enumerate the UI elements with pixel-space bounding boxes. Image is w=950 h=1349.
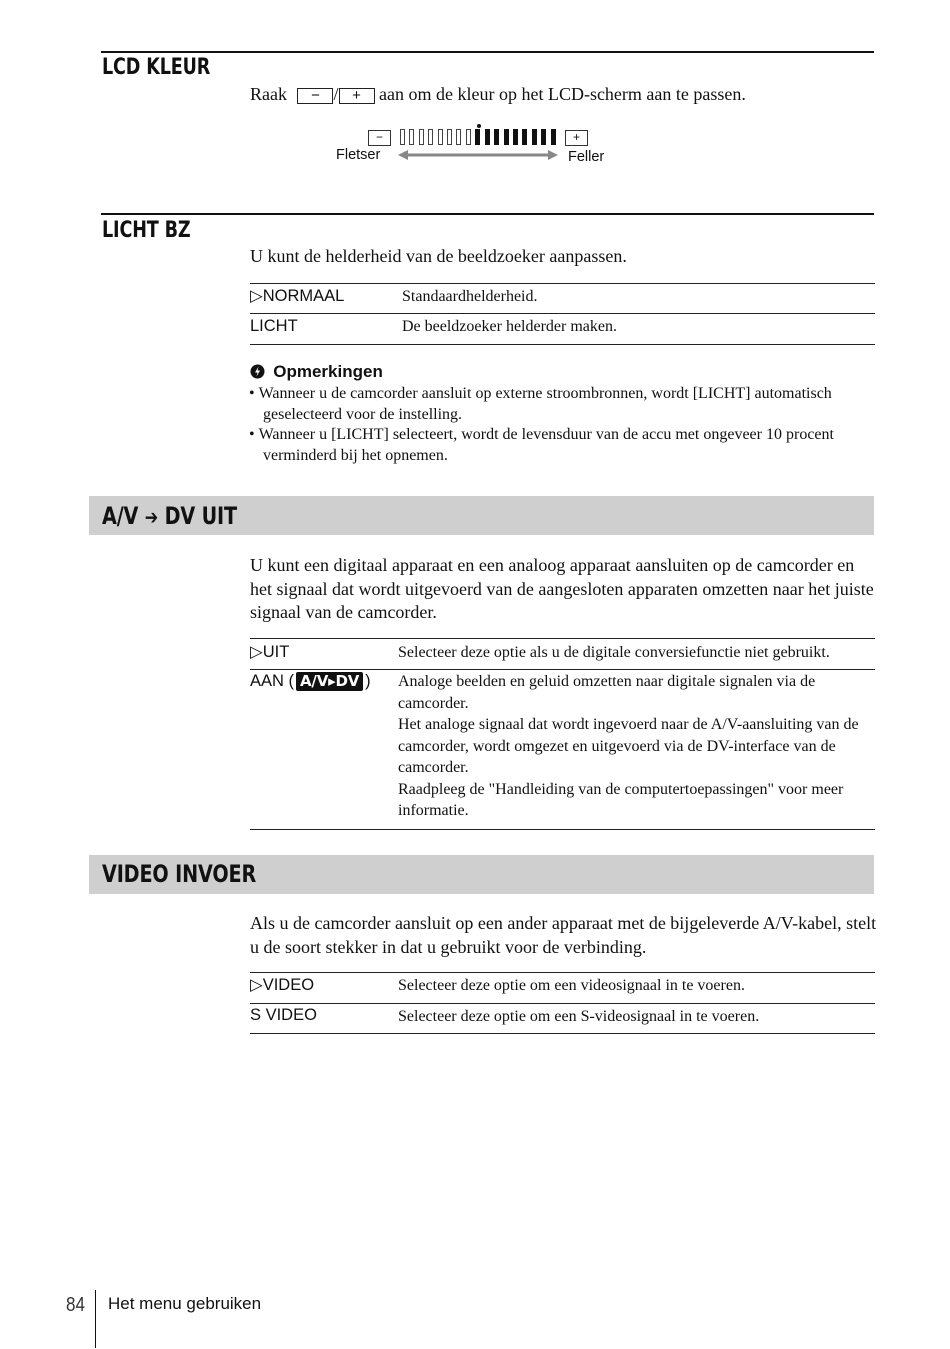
scale-segment xyxy=(438,129,443,145)
av-dv-intro: U kunt een digitaal apparaat en een analoog apparaat aansluiten op de camcorder en het signaal dat wordt uitgevoerd van de aangesloten apparaten omzetten naar het juiste signaal van de camcorder. xyxy=(250,555,874,622)
option-key-uit: ▷UIT xyxy=(250,643,290,661)
scale-segment xyxy=(485,129,490,145)
option-key-licht: LICHT xyxy=(250,317,298,335)
note-icon xyxy=(250,364,265,379)
scale-left-label: Fletser xyxy=(336,147,381,163)
scale-double-arrow-icon xyxy=(398,149,558,161)
option-desc-s-video: Selecteer deze optie om een S-videosignaal in te voeren. xyxy=(398,1008,760,1025)
table-rule xyxy=(250,283,875,284)
title-dv-uit: DV UIT xyxy=(164,502,237,530)
option-desc-uit: Selecteer deze optie als u de digitale conversiefunctie niet gebruikt. xyxy=(398,644,830,661)
table-rule xyxy=(250,972,875,973)
scale-segment xyxy=(419,129,424,145)
table-rule xyxy=(250,1033,875,1034)
scale-segment xyxy=(532,129,537,145)
scale-segment xyxy=(541,129,546,145)
title-av: A/V xyxy=(102,502,139,530)
licht-bz-intro: U kunt de helderheid van de beeldzoeker aanpassen. xyxy=(250,246,627,266)
plus-button[interactable]: + xyxy=(339,88,375,104)
instruction-text-after: aan om de kleur op het LCD-scherm aan te passen. xyxy=(379,84,746,104)
scale-segment xyxy=(494,129,499,145)
table-rule xyxy=(250,344,875,345)
page-number: 84 xyxy=(66,1294,85,1316)
section-title-av-dv xyxy=(102,502,237,530)
lcd-color-scale xyxy=(336,122,626,172)
scale-segment xyxy=(475,129,480,145)
aan-desc-line: Raadpleeg de "Handleiding van de computertoepassingen" voor meer informatie. xyxy=(398,780,844,819)
option-key-s-video: S VIDEO xyxy=(250,1006,317,1024)
scale-segment xyxy=(522,129,527,145)
scale-right-label: Feller xyxy=(568,149,605,165)
scale-plus-box: + xyxy=(565,130,588,146)
note-item: • Wanneer u [LICHT] selecteert, wordt de levensduur van de accu met ongeveer 10 procent verminderd bij het opnemen. xyxy=(249,426,834,464)
note-item: • Wanneer u de camcorder aansluit op externe stroombronnen, wordt [LICHT] automatisch geselecteerd voor de instelling. xyxy=(249,385,832,423)
aan-desc-line: Analoge beelden en geluid omzetten naar digitale signalen via de camcorder. xyxy=(398,673,816,712)
option-desc-video: Selecteer deze optie om een videosignaal in te voeren. xyxy=(398,977,745,994)
scale-segment xyxy=(400,129,405,145)
minus-button[interactable]: − xyxy=(297,88,333,104)
aan-desc-line: Het analoge signaal dat wordt ingevoerd naar de A/V-aansluiting van de camcorder, wordt omgezet en uitgevoerd via de DV-interface van de camcorder. xyxy=(398,716,859,776)
option-desc-licht: De beeldzoeker helderder maken. xyxy=(402,318,617,335)
scale-segments xyxy=(400,129,560,145)
scale-center-dot xyxy=(477,124,481,128)
note-text: Wanneer u [LICHT] selecteert, wordt de levensduur van de accu met ongeveer 10 procent verminderd bij het opnemen. xyxy=(258,426,834,464)
scale-segment xyxy=(447,129,452,145)
table-rule xyxy=(250,669,875,670)
video-invoer-intro: Als u de camcorder aansluit op een ander apparaat met de bijgeleverde A/V-kabel, stelt u de soort stekker in dat u gebruikt voor de verbinding. xyxy=(250,913,877,957)
notes-title: Opmerkingen xyxy=(273,362,383,381)
option-key-video: ▷VIDEO xyxy=(250,976,315,994)
section-title-licht-bz: LICHT BZ xyxy=(102,218,191,243)
footer-section-title: Het menu gebruiken xyxy=(108,1294,262,1313)
section-rule xyxy=(101,213,874,215)
instruction-text-before: Raak xyxy=(250,84,287,104)
table-rule xyxy=(250,313,875,314)
scale-segment xyxy=(551,129,556,145)
lcd-kleur-instruction xyxy=(250,84,746,105)
option-key-aan xyxy=(250,672,371,691)
av-dv-badge: A/V▸DV xyxy=(296,672,363,691)
scale-minus-box: − xyxy=(368,130,391,146)
arrow-right-icon: ➔ xyxy=(144,505,159,529)
footer-divider xyxy=(95,1290,96,1348)
scale-segment xyxy=(504,129,509,145)
option-desc-normaal: Standaardhelderheid. xyxy=(402,288,538,305)
option-key-normaal: ▷NORMAAL xyxy=(250,287,345,305)
option-desc-aan xyxy=(398,671,872,822)
section-title-video-invoer: VIDEO INVOER xyxy=(102,860,257,888)
scale-segment xyxy=(513,129,518,145)
table-rule xyxy=(250,638,875,639)
notes-heading xyxy=(250,362,383,382)
aan-key-suffix: ) xyxy=(365,672,371,690)
section-rule xyxy=(101,51,874,53)
slash-separator: / xyxy=(333,84,339,104)
table-rule xyxy=(250,829,875,830)
note-text: Wanneer u de camcorder aansluit op externe stroombronnen, wordt [LICHT] automatisch geselecteerd voor de instelling. xyxy=(258,385,832,423)
table-rule xyxy=(250,1003,875,1004)
aan-key-prefix: AAN ( xyxy=(250,672,295,690)
scale-segment xyxy=(456,129,461,145)
notes-list xyxy=(249,384,879,466)
section-title-lcd-kleur: LCD KLEUR xyxy=(102,55,211,80)
scale-segment xyxy=(428,129,433,145)
scale-segment xyxy=(409,129,414,145)
scale-segment xyxy=(466,129,471,145)
